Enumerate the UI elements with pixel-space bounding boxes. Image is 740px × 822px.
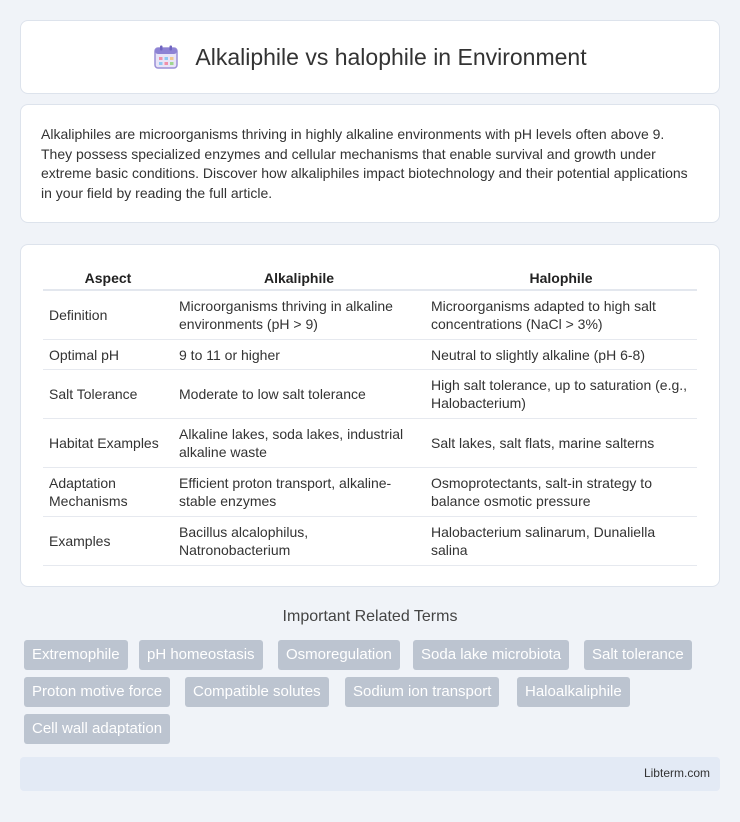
row-halophile: Microorganisms adapted to high salt concentrations (NaCl > 3%) — [425, 291, 697, 340]
header-halophile: Halophile — [425, 265, 697, 291]
table-header-row — [43, 265, 697, 291]
table-row — [43, 517, 697, 566]
row-alkaliphile: Alkaline lakes, soda lakes, industrial alkaline waste — [173, 419, 425, 468]
comparison-table — [43, 265, 697, 566]
tag-haloalkaliphile[interactable]: Haloalkaliphile — [517, 677, 630, 707]
row-aspect: Examples — [43, 517, 173, 566]
table-row — [43, 419, 697, 468]
row-alkaliphile: Microorganisms thriving in alkaline environments (pH > 9) — [173, 291, 425, 340]
tag-osmoregulation[interactable]: Osmoregulation — [278, 640, 400, 670]
related-terms-title: Important Related Terms — [282, 608, 458, 625]
tag-extremophile[interactable]: Extremophile — [24, 640, 128, 670]
row-halophile: Halobacterium salinarum, Dunaliella salina — [425, 517, 697, 566]
intro-card — [20, 104, 720, 223]
footer — [20, 757, 720, 791]
row-aspect: Habitat Examples — [43, 419, 173, 468]
header-aspect: Aspect — [43, 265, 173, 291]
row-halophile: Salt lakes, salt flats, marine salterns — [425, 419, 697, 468]
tag-compatible-solutes[interactable]: Compatible solutes — [185, 677, 329, 707]
tag-ph-homeostasis[interactable]: pH homeostasis — [139, 640, 263, 670]
page-title: Alkaliphile vs halophile in Environment — [195, 43, 587, 70]
row-alkaliphile: Moderate to low salt tolerance — [173, 370, 425, 419]
row-aspect: Adaptation Mechanisms — [43, 468, 173, 517]
header-card — [20, 20, 720, 94]
footer-site-link[interactable]: Libterm.com — [643, 766, 710, 780]
row-alkaliphile: 9 to 11 or higher — [173, 340, 425, 370]
row-alkaliphile: Bacillus alcalophilus, Natronobacterium — [173, 517, 425, 566]
calendar-icon — [153, 44, 179, 70]
row-halophile: High salt tolerance, up to saturation (e.g., Halobacterium) — [425, 370, 697, 419]
header-alkaliphile: Alkaliphile — [173, 265, 425, 291]
table-row — [43, 468, 697, 517]
tag-salt-tolerance[interactable]: Salt tolerance — [584, 640, 692, 670]
tag-soda-lake-microbiota[interactable]: Soda lake microbiota — [413, 640, 569, 670]
tag-sodium-ion-transport[interactable]: Sodium ion transport — [345, 677, 499, 707]
tag-proton-motive-force[interactable]: Proton motive force — [24, 677, 170, 707]
row-halophile: Osmoprotectants, salt-in strategy to balance osmotic pressure — [425, 468, 697, 517]
row-alkaliphile: Efficient proton transport, alkaline-stable enzymes — [173, 468, 425, 517]
comparison-table-card — [20, 244, 720, 587]
row-halophile: Neutral to slightly alkaline (pH 6-8) — [425, 340, 697, 370]
row-aspect: Optimal pH — [43, 340, 173, 370]
row-aspect: Salt Tolerance — [43, 370, 173, 419]
row-aspect: Definition — [43, 291, 173, 340]
table-row — [43, 370, 697, 419]
table-row — [43, 291, 697, 340]
intro-text: Alkaliphiles are microorganisms thriving in highly alkaline environments with pH levels often above 9. They possess specialized enzymes and cellular mechanisms that enable survival and growth under extreme basic conditions. Discover how alkaliphiles impact biotechnology and their potential applications in your field by reading the full article. — [41, 126, 688, 201]
tag-cell-wall-adaptation[interactable]: Cell wall adaptation — [24, 714, 170, 744]
table-row — [43, 340, 697, 370]
